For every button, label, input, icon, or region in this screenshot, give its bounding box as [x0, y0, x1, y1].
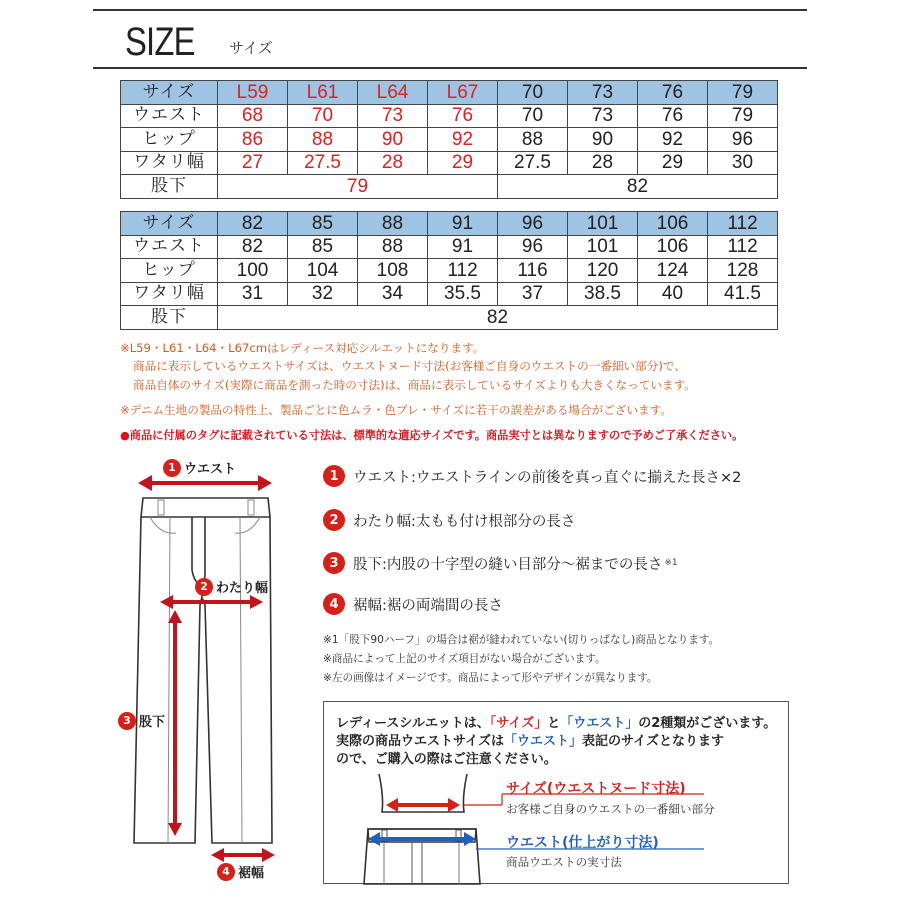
table-row: [121, 151, 778, 175]
table-row: [121, 235, 778, 259]
table-cell: 28: [568, 151, 638, 175]
diagram-label-text: ウエスト: [184, 462, 237, 477]
number-badge: 4: [217, 863, 235, 881]
table-cell: 91: [428, 235, 498, 259]
number-badge: 2: [195, 578, 213, 596]
row-label: 股下: [121, 175, 218, 199]
table-row: [121, 175, 778, 199]
hem-arrow: [211, 848, 275, 862]
table-cell: 29: [428, 151, 498, 175]
info-text: 実際の商品ウエストサイズは: [336, 734, 504, 749]
table-cell: 108: [358, 259, 428, 283]
note-waist-1: 商品に表示しているウエストサイズは、ウエストヌード寸法(お客様ご自身のウエストの一番細い部分)で、: [133, 359, 686, 373]
note-waist-2: 商品自体のサイズ(実際に商品を測った時の寸法)は、商品に表示しているサイズよりも大きくなっています。: [133, 378, 696, 392]
table-cell: 92: [638, 128, 708, 152]
table-cell: 73: [568, 81, 638, 105]
inseam-arrow: [168, 610, 182, 836]
row-label: ウエスト: [121, 104, 218, 128]
table-cell: 85: [288, 235, 358, 259]
table-row: [121, 306, 778, 330]
info-text: と: [547, 716, 561, 731]
table-cell: 79: [218, 175, 498, 199]
number-badge: 2: [323, 509, 345, 531]
table-cell: 101: [568, 235, 638, 259]
annotation-size-desc: お客様ご自身のウエストの一番細い部分: [506, 802, 715, 816]
table-cell: L61: [288, 81, 358, 105]
legend-item-inseam: [323, 552, 678, 574]
row-label: 股下: [121, 306, 218, 330]
table-cell: 96: [708, 128, 778, 152]
table-cell: 128: [708, 259, 778, 283]
table-cell: 28: [358, 151, 428, 175]
table-cell: 34: [358, 282, 428, 306]
number-badge: 3: [323, 552, 345, 574]
table-cell: 70: [288, 104, 358, 128]
thigh-arrow: [160, 595, 263, 609]
row-label: ヒップ: [121, 259, 218, 283]
table-row: [121, 128, 778, 152]
table-row: [121, 81, 778, 105]
row-label: ワタリ幅: [121, 151, 218, 175]
table-cell: 31: [218, 282, 288, 306]
table-cell: 88: [358, 212, 428, 236]
legend-text: わたり幅:太もも付け根部分の長さ: [353, 513, 576, 530]
row-label: サイズ: [121, 212, 218, 236]
table-row: [121, 212, 778, 236]
table-cell: 37: [498, 282, 568, 306]
legend-item-waist: [323, 465, 741, 487]
info-text: の2種類がございます。: [638, 716, 777, 731]
table-cell: 76: [638, 104, 708, 128]
table-cell: 124: [638, 259, 708, 283]
number-badge: 3: [118, 712, 136, 730]
table-row: [121, 259, 778, 283]
table-cell: 79: [708, 104, 778, 128]
annotation-waist-desc: 商品ウエストの実寸法: [506, 855, 622, 869]
table-row: [121, 282, 778, 306]
info-text: レディースシルエットは、: [336, 716, 490, 731]
table-cell: L59: [218, 81, 288, 105]
table-cell: 76: [638, 81, 708, 105]
table-cell: 76: [428, 104, 498, 128]
table-cell: 27.5: [288, 151, 358, 175]
row-label: ヒップ: [121, 128, 218, 152]
page-title: SIZE: [125, 20, 195, 64]
annotation-size-title: サイズ(ウエストヌード寸法): [506, 781, 686, 797]
pants-diagram: [110, 455, 310, 885]
table-cell: 82: [218, 235, 288, 259]
table-cell: 112: [708, 212, 778, 236]
info-highlight-waist: 「ウエスト」: [560, 716, 639, 731]
diagram-label-thigh: [195, 577, 268, 596]
table-cell: 70: [498, 81, 568, 105]
info-highlight-waist: 「ウエスト」: [503, 734, 582, 749]
info-line-3: ので、ご購入の際はご注意ください。: [336, 752, 557, 767]
legend-text: ウエスト:ウエストラインの前後を真っ直ぐに揃えた長さ×2: [353, 469, 742, 486]
table-cell: 82: [218, 306, 778, 330]
diagram-label-inseam: [118, 711, 165, 730]
table-cell: 73: [358, 104, 428, 128]
footnote-2: ※商品によって上記のサイズ項目がない場合がございます。: [323, 653, 606, 665]
table-cell: 104: [288, 259, 358, 283]
table-cell: 106: [638, 235, 708, 259]
table-cell: 32: [288, 282, 358, 306]
table-cell: 85: [288, 212, 358, 236]
table-cell: 88: [498, 128, 568, 152]
table-cell: 116: [498, 259, 568, 283]
number-badge: 1: [323, 465, 345, 487]
legend-text: 股下:内股の十字型の縫い目部分〜裾までの長さ: [353, 556, 663, 573]
diagram-label-hem: [217, 862, 264, 881]
table-cell: 27: [218, 151, 288, 175]
table-cell: 70: [498, 104, 568, 128]
table-cell: 30: [708, 151, 778, 175]
table-cell: L67: [428, 81, 498, 105]
table-cell: 112: [428, 259, 498, 283]
info-highlight-size: 「サイズ」: [489, 716, 548, 731]
table-cell: 38.5: [568, 282, 638, 306]
size-table-2: [120, 211, 778, 330]
table-cell: 82: [498, 175, 778, 199]
table-cell: 68: [218, 104, 288, 128]
table-cell: 96: [498, 212, 568, 236]
footnote-3: ※左の画像はイメージです。商品によって形やデザインが異なります。: [323, 672, 658, 684]
table-cell: 86: [218, 128, 288, 152]
diagram-label-waist: [163, 458, 236, 477]
row-label: サイズ: [121, 81, 218, 105]
table-cell: 96: [498, 235, 568, 259]
legend-footnote-mark: ※1: [664, 558, 678, 568]
table-cell: 120: [568, 259, 638, 283]
table-cell: 41.5: [708, 282, 778, 306]
legend-item-hem: [323, 593, 503, 615]
table-cell: 82: [218, 212, 288, 236]
size-table-1: [120, 80, 778, 199]
info-text: 表記のサイズとなります: [581, 734, 724, 749]
footnote-1: ※1「股下90ハーフ」の場合は裾が縫われていない(切りっぱなし)商品となります。: [323, 634, 720, 646]
row-label: ワタリ幅: [121, 282, 218, 306]
legend-text: 裾幅:裾の両端間の長さ: [353, 597, 503, 614]
table-cell: 88: [288, 128, 358, 152]
diagram-label-text: 股下: [139, 715, 166, 730]
table-cell: 90: [358, 128, 428, 152]
table-cell: 90: [568, 128, 638, 152]
table-cell: 92: [428, 128, 498, 152]
row-label: ウエスト: [121, 235, 218, 259]
number-badge: 4: [323, 593, 345, 615]
table-cell: 88: [358, 235, 428, 259]
table-cell: 27.5: [498, 151, 568, 175]
title-underline: [93, 67, 807, 69]
table-row: [121, 104, 778, 128]
diagram-label-text: 裾幅: [238, 866, 265, 881]
table-cell: 73: [568, 104, 638, 128]
page-subtitle: サイズ: [229, 39, 273, 57]
table-cell: 79: [708, 81, 778, 105]
annotation-waist-title: ウエスト(仕上がり寸法): [506, 835, 659, 851]
number-badge: 1: [163, 459, 181, 477]
diagram-label-text: わたり幅: [216, 581, 269, 596]
table-cell: 101: [568, 212, 638, 236]
table-cell: L64: [358, 81, 428, 105]
waist-arrow: [138, 475, 272, 491]
note-ladies: ※L59・L61・L64・L67cmはレディース対応シルエットになります。: [120, 341, 485, 355]
table-cell: 106: [638, 212, 708, 236]
note-denim: ※デニム生地の製品の特性上、製品ごとに色ムラ・色ブレ・サイズに若干の誤差がある場合がございます。: [120, 403, 672, 417]
table-cell: 112: [708, 235, 778, 259]
table-cell: 35.5: [428, 282, 498, 306]
top-rule: [93, 9, 807, 11]
ladies-info-box: [323, 701, 789, 884]
table-cell: 40: [638, 282, 708, 306]
table-cell: 29: [638, 151, 708, 175]
table-cell: 100: [218, 259, 288, 283]
table-cell: 91: [428, 212, 498, 236]
note-tag: ●商品に付属のタグに記載されている寸法は、標準的な適応サイズです。商品実寸とは異なりますので予めご了承ください。: [120, 429, 744, 442]
legend-item-thigh: [323, 509, 575, 531]
